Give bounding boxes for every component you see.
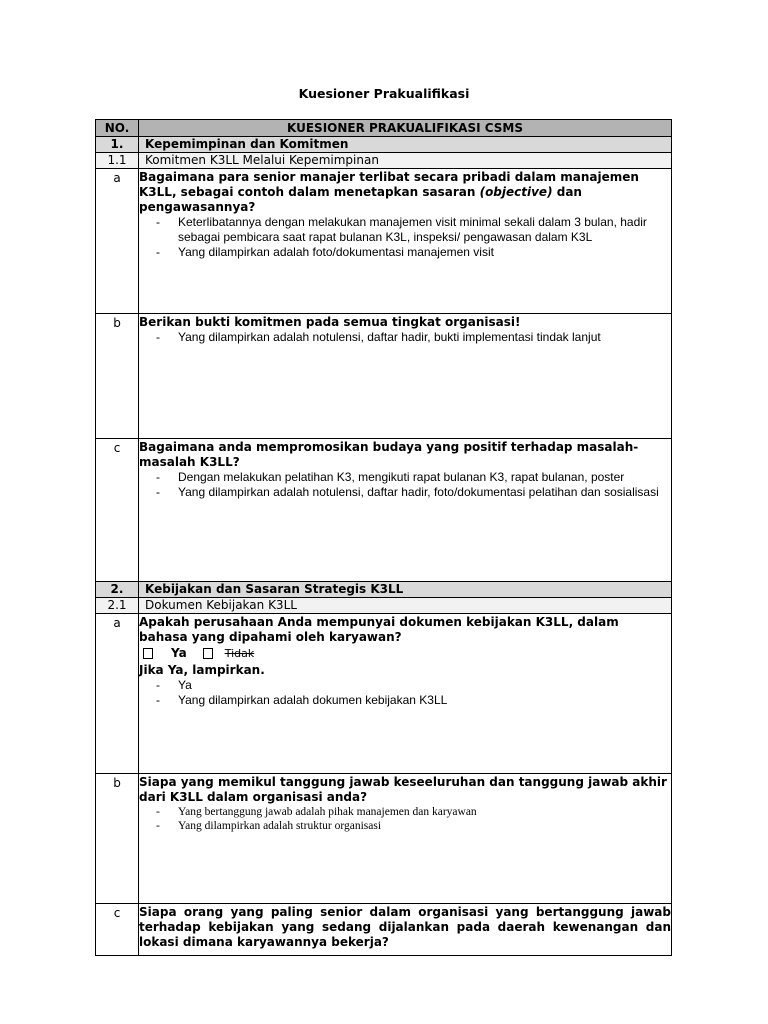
section-title: Kepemimpinan dan Komitmen — [139, 137, 672, 153]
question-cell — [139, 904, 672, 956]
section-row-1 — [96, 137, 672, 153]
header-no: NO. — [96, 120, 139, 137]
question-text-part: dan pengawasannya? — [139, 185, 582, 214]
question-cell — [139, 774, 672, 904]
checkbox-yes[interactable] — [143, 648, 153, 659]
question-text-part: Bagaimana para senior manajer terlibat secara pribadi dalam manajemen K3LL, sebagai contoh dalam menetapkan sasaran — [139, 170, 639, 199]
question-text: Siapa yang memikul tanggung jawab keseeluruhan dan tanggung jawab akhir dari K3LL dalam organisasi anda? — [139, 775, 667, 804]
section-number: 2. — [96, 582, 139, 598]
document-title: Kuesioner Prakualifikasi — [298, 86, 470, 101]
checkbox-no[interactable] — [203, 648, 213, 659]
question-cell — [139, 439, 672, 582]
yes-no-options — [139, 645, 671, 662]
answer-item: - Keterlibatannya dengan melakukan manajemen visit minimal sekali dalam 3 bulan, hadir sebagai pembicara saat rapat bulanan K3L, inspeksi/ pengawasan dalam K3L — [139, 215, 671, 245]
answer-item: - Yang dilampirkan adalah foto/dokumentasi manajemen visit — [139, 245, 671, 260]
section-row-2 — [96, 582, 672, 598]
question-row-2-b — [96, 774, 672, 904]
question-letter: b — [96, 774, 139, 904]
subsection-title: Komitmen K3LL Melalui Kepemimpinan — [139, 153, 672, 169]
subsection-title: Dokumen Kebijakan K3LL — [139, 598, 672, 614]
question-text: Berikan bukti komitmen pada semua tingkat organisasi! — [139, 315, 521, 329]
answer-item: - Yang dilampirkan adalah dokumen kebijakan K3LL — [139, 693, 671, 708]
subsection-row-2-1 — [96, 598, 672, 614]
question-cell — [139, 314, 672, 439]
answer-item: - Yang dilampirkan adalah notulensi, daftar hadir, bukti implementasi tindak lanjut — [139, 330, 671, 345]
table-header-row — [96, 120, 672, 137]
answer-list — [139, 678, 671, 708]
question-row-2-c — [96, 904, 672, 956]
answer-item: - Dengan melakukan pelatihan K3, mengikuti rapat bulanan K3, rapat bulanan, poster — [139, 470, 671, 485]
question-letter: c — [96, 904, 139, 956]
question-row-2-a — [96, 614, 672, 774]
answer-list — [139, 215, 671, 260]
header-title: KUESIONER PRAKUALIFIKASI CSMS — [139, 120, 672, 137]
question-cell — [139, 614, 672, 774]
option-no-label: Tidak — [224, 647, 255, 660]
questionnaire-table — [95, 119, 672, 956]
section-title: Kebijakan dan Sasaran Strategis K3LL — [139, 582, 672, 598]
question-letter: b — [96, 314, 139, 439]
question-letter: a — [96, 614, 139, 774]
answer-list — [139, 470, 671, 500]
option-yes-label: Ya — [171, 646, 187, 660]
answer-item: - Yang dilampirkan adalah notulensi, daftar hadir, foto/dokumentasi pelatihan dan sosialisasi — [139, 485, 671, 500]
question-text: Apakah perusahaan Anda mempunyai dokumen kebijakan K3LL, dalam bahasa yang dipahami oleh karyawan? — [139, 615, 619, 644]
subsection-number: 1.1 — [96, 153, 139, 169]
answer-list — [139, 330, 671, 345]
section-number: 1. — [96, 137, 139, 153]
question-row-1-a — [96, 169, 672, 314]
question-text: Siapa orang yang paling senior dalam organisasi yang bertanggung jawab terhadap kebijakan yang sedang dijalankan pada daerah kewenangan dan lokasi dimana karyawannya bekerja? — [139, 905, 671, 949]
answer-list — [139, 805, 671, 833]
question-text-italic: (objective) — [479, 185, 553, 199]
answer-item: - Yang dilampirkan adalah struktur organisasi — [139, 819, 671, 833]
question-text: Bagaimana anda mempromosikan budaya yang positif terhadap masalah-masalah K3LL? — [139, 440, 639, 469]
answer-item: - Yang bertanggung jawab adalah pihak manajemen dan karyawan — [139, 805, 671, 819]
question-letter: c — [96, 439, 139, 582]
answer-item: - Ya — [139, 678, 671, 693]
question-note: Jika Ya, lampirkan. — [139, 663, 265, 677]
question-cell — [139, 169, 672, 314]
subsection-number: 2.1 — [96, 598, 139, 614]
question-row-1-b — [96, 314, 672, 439]
question-letter: a — [96, 169, 139, 314]
question-text — [139, 169, 671, 215]
subsection-row-1-1 — [96, 153, 672, 169]
question-row-1-c — [96, 439, 672, 582]
